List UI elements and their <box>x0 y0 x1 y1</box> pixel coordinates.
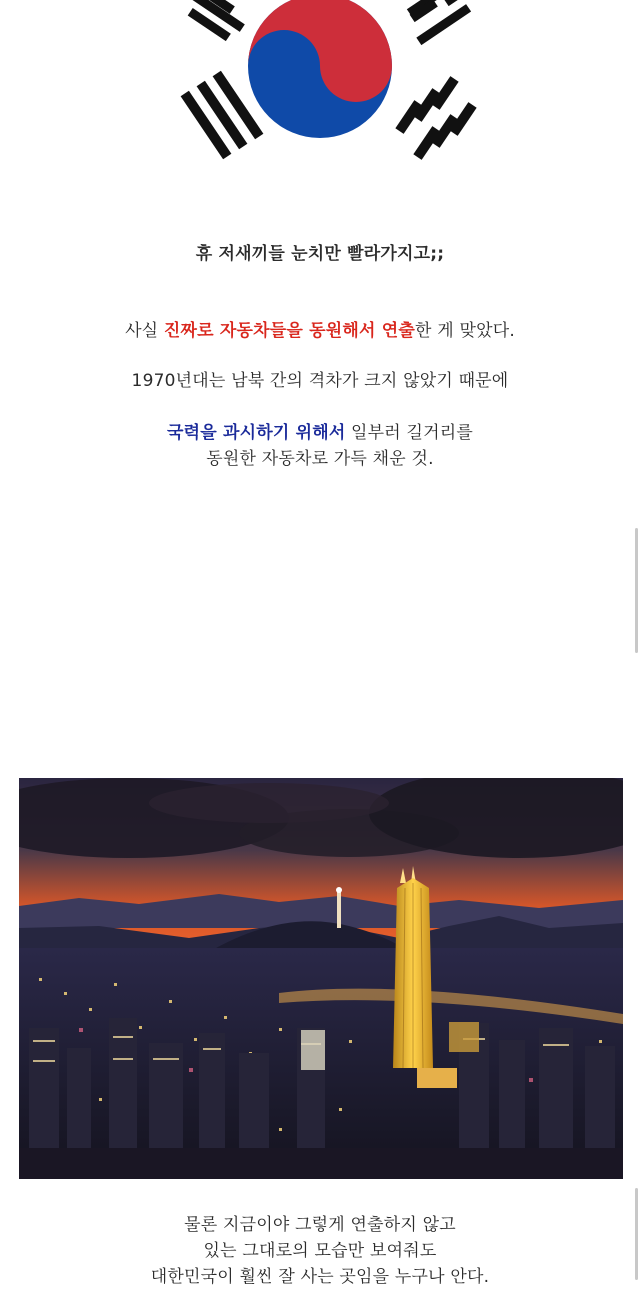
trigram-bottom-right-icon <box>395 76 476 160</box>
post-paragraph-5 <box>0 1212 640 1290</box>
trigram-top-right-icon <box>407 0 472 45</box>
paragraph-2-prefix: 사실 <box>125 321 164 341</box>
scrollbar-thumb[interactable] <box>635 528 638 653</box>
seoul-night-skyline-image <box>19 778 623 1179</box>
korean-flag-image <box>0 0 640 200</box>
paragraph-5-line-1: 물론 지금이야 그렇게 연출하지 않고 <box>184 1215 456 1235</box>
paragraph-5-line-2: 있는 그대로의 모습만 보여줘도 <box>203 1241 437 1261</box>
paragraph-4-line-2: 동원한 자동차로 가득 채운 것. <box>206 449 434 469</box>
trigram-top-left-icon <box>172 0 245 41</box>
paragraph-2-suffix: 한 게 맞았다. <box>415 321 515 341</box>
paragraph-4-highlight-blue: 국력을 과시하기 위해서 <box>166 423 346 443</box>
taegeuk-icon <box>248 0 392 138</box>
paragraph-4-text: 일부러 길거리를 <box>345 423 474 443</box>
post-paragraph-2 <box>0 318 640 344</box>
post-paragraph-4 <box>0 420 640 472</box>
paragraph-2-highlight-red: 진짜로 자동차들을 동원해서 연출 <box>163 321 415 341</box>
post-paragraph-3: 1970년대는 남북 간의 격차가 크지 않았기 때문에 <box>131 371 509 391</box>
post-line-1: 휴 저새끼들 눈치만 빨라가지고;; <box>195 244 445 264</box>
paragraph-5-line-3: 대한민국이 훨씬 잘 사는 곳임을 누구나 안다. <box>150 1267 490 1287</box>
